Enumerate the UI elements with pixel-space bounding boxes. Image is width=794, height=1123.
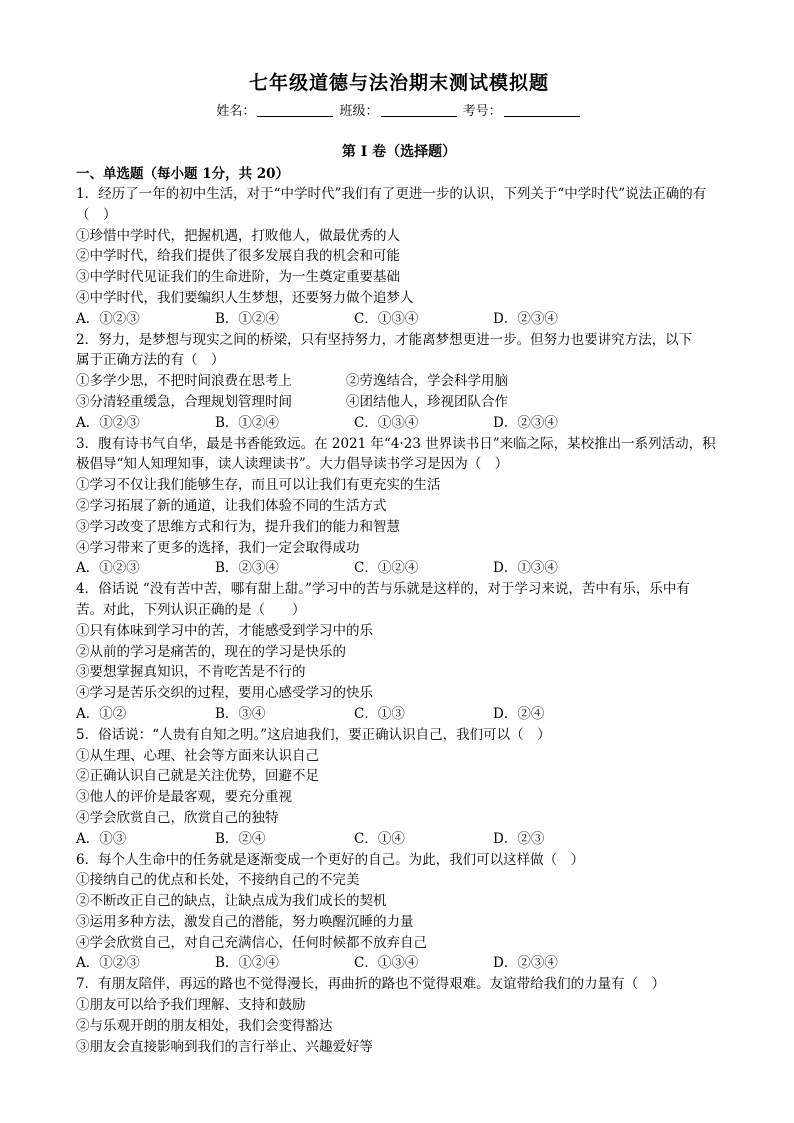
statement-item: ②中学时代，给我们提供了很多发展自我的机会和可能 <box>76 248 400 265</box>
answer-option[interactable]: D．②③④ <box>493 955 558 972</box>
statement-item: ①朋友可以给予我们理解、支持和鼓励 <box>76 997 306 1014</box>
statement-item: ④学会欣赏自己，欣赏自己的独特 <box>76 809 279 826</box>
answer-option[interactable]: B．②③④ <box>215 560 279 577</box>
answer-option[interactable]: C．①③④ <box>354 310 419 327</box>
exam-title: 七年级道德与法治期末测试模拟题 <box>248 72 549 94</box>
question-stem: 苦。对此，下列认识正确的是（ ） <box>76 601 306 618</box>
question-stem: 7．有朋友陪伴，再远的路也不觉得漫长，再曲折的路也不觉得艰难。友谊带给我们的力量有（ ） <box>76 976 666 993</box>
answer-option[interactable]: A．①②③ <box>76 560 140 577</box>
answer-option[interactable]: D．②④ <box>493 705 545 722</box>
answer-options <box>76 829 722 850</box>
answer-option[interactable]: D．②③ <box>493 830 545 847</box>
exam-no-label: 考号： <box>462 104 502 119</box>
statement-item: ③要想掌握真知识，不肯吃苦是不行的 <box>76 664 306 681</box>
answer-options <box>76 704 722 725</box>
exam-no-blank[interactable] <box>504 102 580 117</box>
answer-option[interactable]: A．①②③ <box>76 955 140 972</box>
answer-option[interactable]: C．①②④ <box>354 560 419 577</box>
question-stem: 5．俗话说：“人贵有自知之明。”这启迪我们，要正确认识自己，我们可以（ ） <box>76 726 551 743</box>
statement-item: ①只有体味到学习中的苦，才能感受到学习中的乐 <box>76 622 373 639</box>
answer-option[interactable]: D．②③④ <box>493 414 558 431</box>
answer-option[interactable]: D．①③④ <box>493 560 558 577</box>
answer-option[interactable]: B．①②④ <box>215 955 279 972</box>
question-stem: 6．每个人生命中的任务就是逐渐变成一个更好的自己。为此，我们可以这样做（ ） <box>76 851 585 868</box>
answer-option[interactable]: C．①③ <box>354 705 405 722</box>
answer-option[interactable]: C．①③④ <box>354 955 419 972</box>
question-5 <box>76 725 722 850</box>
answer-option[interactable]: C．①③④ <box>354 414 419 431</box>
statement-row <box>76 371 722 392</box>
answer-option[interactable]: A．①②③ <box>76 414 140 431</box>
statement-item: ③朋友会直接影响到我们的言行举止、兴趣爱好等 <box>76 1038 373 1055</box>
statement-item: ④学习是苦乐交织的过程，要用心感受学习的快乐 <box>76 685 373 702</box>
statement-item: ②不断改正自己的缺点，让缺点成为我们成长的契机 <box>76 893 387 910</box>
statement-item: ①从生理、心理、社会等方面来认识自己 <box>76 747 319 764</box>
question-stem: 属于正确方法的有（ ） <box>76 352 225 369</box>
class-blank[interactable] <box>381 102 457 117</box>
statement-item: ②劳逸结合，学会科学用脑 <box>346 373 508 390</box>
statement-item: ①学习不仅让我们能够生存，而且可以让我们有更充实的生活 <box>76 477 441 494</box>
answer-options <box>76 309 722 330</box>
answer-option[interactable]: B．②④ <box>215 830 266 847</box>
statement-item: ④学会欣赏自己，对自己充满信心，任何时候都不放弃自己 <box>76 934 427 951</box>
statement-item: ③中学时代见证我们的生命进阶，为一生奠定重要基础 <box>76 269 400 286</box>
answer-option[interactable]: A．①②③ <box>76 310 140 327</box>
statement-item: ③运用多种方法，激发自己的潜能，努力唤醒沉睡的力量 <box>76 913 414 930</box>
answer-option[interactable]: A．①② <box>76 705 127 722</box>
statement-item: ③学习改变了思维方式和行为，提升我们的能力和智慧 <box>76 518 400 535</box>
section-title: 一、单选题（每小题 1分，共 20） <box>76 166 290 182</box>
question-6 <box>76 850 722 975</box>
answer-option[interactable]: B．①②④ <box>215 310 279 327</box>
statement-row <box>76 392 722 413</box>
answer-option[interactable]: C．①④ <box>354 830 405 847</box>
answer-option[interactable]: B．③④ <box>215 705 266 722</box>
name-label: 姓名： <box>216 104 256 119</box>
statement-item: ②与乐观开朗的朋友相处，我们会变得豁达 <box>76 1017 333 1034</box>
answer-option[interactable]: A．①③ <box>76 830 127 847</box>
class-label: 班级： <box>339 104 379 119</box>
statement-item: ④团结他人，珍视团队合作 <box>346 393 508 410</box>
statement-item: ④中学时代，我们要编织人生梦想，还要努力做个追梦人 <box>76 289 414 306</box>
question-stem: 3．腹有诗书气自华，最是书香能致远。在 2021 年“4·23 世界读书日”来临之际，某校推出一系列活动，积 <box>76 435 716 452</box>
part-title: 第 I 卷（选择题） <box>341 144 457 160</box>
answer-options <box>76 413 722 434</box>
statement-item: ③分清轻重缓急，合理规划管理时间 <box>76 393 292 410</box>
question-4 <box>76 579 722 725</box>
statement-item: ②从前的学习是痛苦的，现在的学习是快乐的 <box>76 643 346 660</box>
question-stem: 4．俗话说 “没有苦中苦，哪有甜上甜。”学习中的苦与乐就是这样的，对于学习来说，苦中有乐，乐中有 <box>76 581 690 598</box>
question-stem: （ ） <box>76 206 117 223</box>
answer-options <box>76 558 722 579</box>
question-1 <box>76 184 722 330</box>
statement-item: ③他人的评价是最客观，要充分重视 <box>76 789 292 806</box>
question-stem: 1．经历了一年的初中生活，对于“中学时代”我们有了更进一步的认识，下列关于“中学时代”说法正确的有 <box>76 186 707 202</box>
question-2 <box>76 330 722 434</box>
statement-item: ④学习带来了更多的选择，我们一定会取得成功 <box>76 539 360 556</box>
answer-option[interactable]: D．②③④ <box>493 310 558 327</box>
statement-item: ②学习拓展了新的通道，让我们体验不同的生活方式 <box>76 497 387 514</box>
answer-options <box>76 953 722 974</box>
student-info-line <box>76 102 722 122</box>
question-stem: 2．努力，是梦想与现实之间的桥梁，只有坚持努力，才能离梦想更进一步。但努力也要讲究方法，以下 <box>76 331 693 348</box>
question-3 <box>76 434 722 580</box>
statement-item: ①接纳自己的优点和长处，不接纳自己的不完美 <box>76 872 360 889</box>
statement-item: ②正确认识自己就是关注优势，回避不足 <box>76 768 319 785</box>
question-list <box>76 184 722 1057</box>
statement-item: ①珍惜中学时代，把握机遇，打败他人，做最优秀的人 <box>76 227 400 244</box>
answer-option[interactable]: B．①②④ <box>215 414 279 431</box>
statement-item: ①多学少思，不把时间浪费在思考上 <box>76 373 292 390</box>
question-stem: 极倡导“知人知理知事，读人读理读书”。大力倡导读书学习是因为（ ） <box>76 456 509 473</box>
question-7 <box>76 974 722 1057</box>
name-blank[interactable] <box>257 102 333 117</box>
